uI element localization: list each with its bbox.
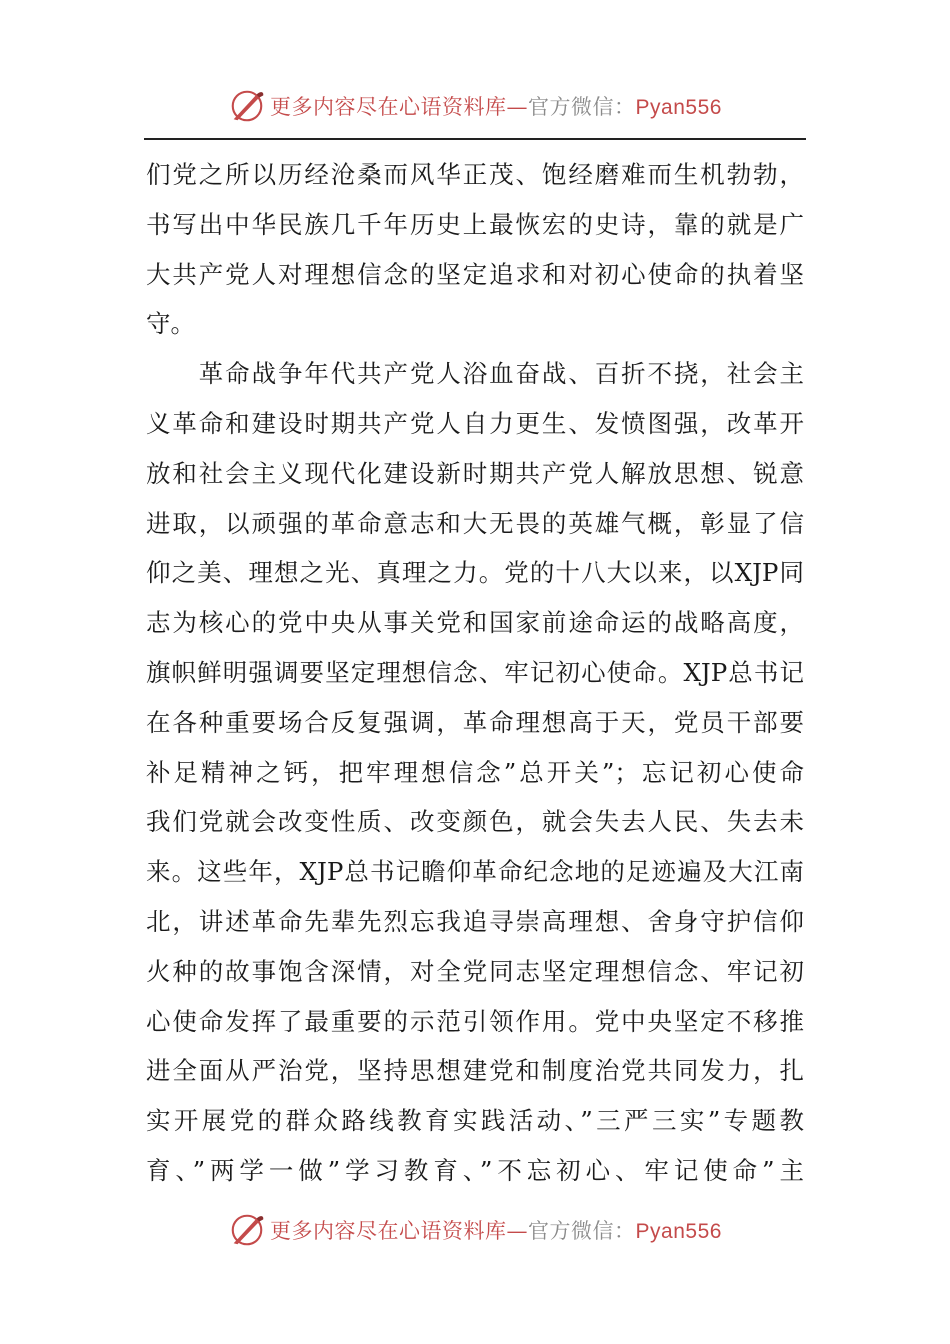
text-line: 进全面从严治党，坚持思想建党和制度治党共同发力，扎 bbox=[146, 1056, 804, 1086]
footer-brand-text: 更多内容尽在心语资料库 bbox=[270, 1219, 507, 1243]
text-line: 们党之所以历经沧桑而风华正茂、饱经磨难而生机勃勃， bbox=[146, 160, 804, 189]
text-line: 放和社会主义现代化建设新时期共产党人解放思想、锐意 bbox=[146, 458, 804, 488]
text-line: 义革命和建设时期共产党人自力更生、发愤图强，改革开 bbox=[146, 408, 804, 438]
text-line: 旗帜鲜明强调要坚定理想信念、牢记初心使命。XJP总书记 bbox=[146, 657, 804, 687]
quill-logo-icon bbox=[228, 87, 266, 125]
text-line: 北，讲述革命先辈先烈忘我追寻崇高理想、舍身守护信仰 bbox=[146, 906, 804, 936]
quill-logo-icon bbox=[228, 1211, 266, 1249]
text-line: 我们党就会改变性质、改变颜色，就会失去人民、失去未 bbox=[146, 807, 804, 837]
text-line: 大共产党人对理想信念的坚定追求和对初心使命的执着坚 bbox=[146, 259, 804, 289]
text-line: 进取，以顽强的革命意志和大无畏的英雄气概，彰显了信 bbox=[146, 508, 804, 538]
text-line: 火种的故事饱含深情，对全党同志坚定理想信念、牢记初 bbox=[146, 956, 804, 986]
header-separator: — bbox=[506, 95, 529, 119]
text-line: 守。 bbox=[146, 309, 195, 339]
text-line: 育、”两学一做”学习教育、”不忘初心、牢记使命”主 bbox=[146, 1155, 804, 1185]
text-line: 书写出中华民族几千年历史上最恢宏的史诗，靠的就是广 bbox=[146, 209, 804, 239]
header-watermark bbox=[0, 84, 950, 128]
text-line: 补足精神之钙，把牢理想信念”总开关”；忘记初心使命 bbox=[146, 757, 804, 787]
footer-watermark bbox=[0, 1208, 950, 1252]
footer-separator: — bbox=[506, 1219, 529, 1243]
footer-official-label: 官方微信： bbox=[528, 1219, 636, 1243]
text-line: 来。这些年，XJP总书记瞻仰革命纪念地的足迹遍及大江南 bbox=[146, 857, 804, 887]
text-line: 志为核心的党中央从事关党和国家前途命运的战略高度， bbox=[146, 608, 804, 638]
header-divider bbox=[144, 138, 806, 140]
header-brand-text: 更多内容尽在心语资料库 bbox=[270, 95, 507, 119]
header-official-label: 官方微信： bbox=[528, 95, 636, 119]
text-line: 实开展党的群众路线教育实践活动、”三严三实”专题教 bbox=[146, 1106, 804, 1136]
footer-wechat-id: Pyan556 bbox=[635, 1220, 722, 1243]
header-wechat-id: Pyan556 bbox=[635, 96, 722, 119]
footer-banner-text bbox=[270, 1215, 722, 1245]
text-line: 在各种重要场合反复强调，革命理想高于天，党员干部要 bbox=[146, 707, 804, 737]
text-line: 仰之美、理想之光、真理之力。党的十八大以来，以XJP同 bbox=[146, 558, 804, 588]
text-line: 心使命发挥了最重要的示范引领作用。党中央坚定不移推 bbox=[146, 1006, 804, 1036]
text-line: 革命战争年代共产党人浴血奋战、百折不挠，社会主 bbox=[146, 359, 804, 389]
document-body bbox=[146, 150, 804, 1196]
header-banner-text bbox=[270, 91, 722, 121]
